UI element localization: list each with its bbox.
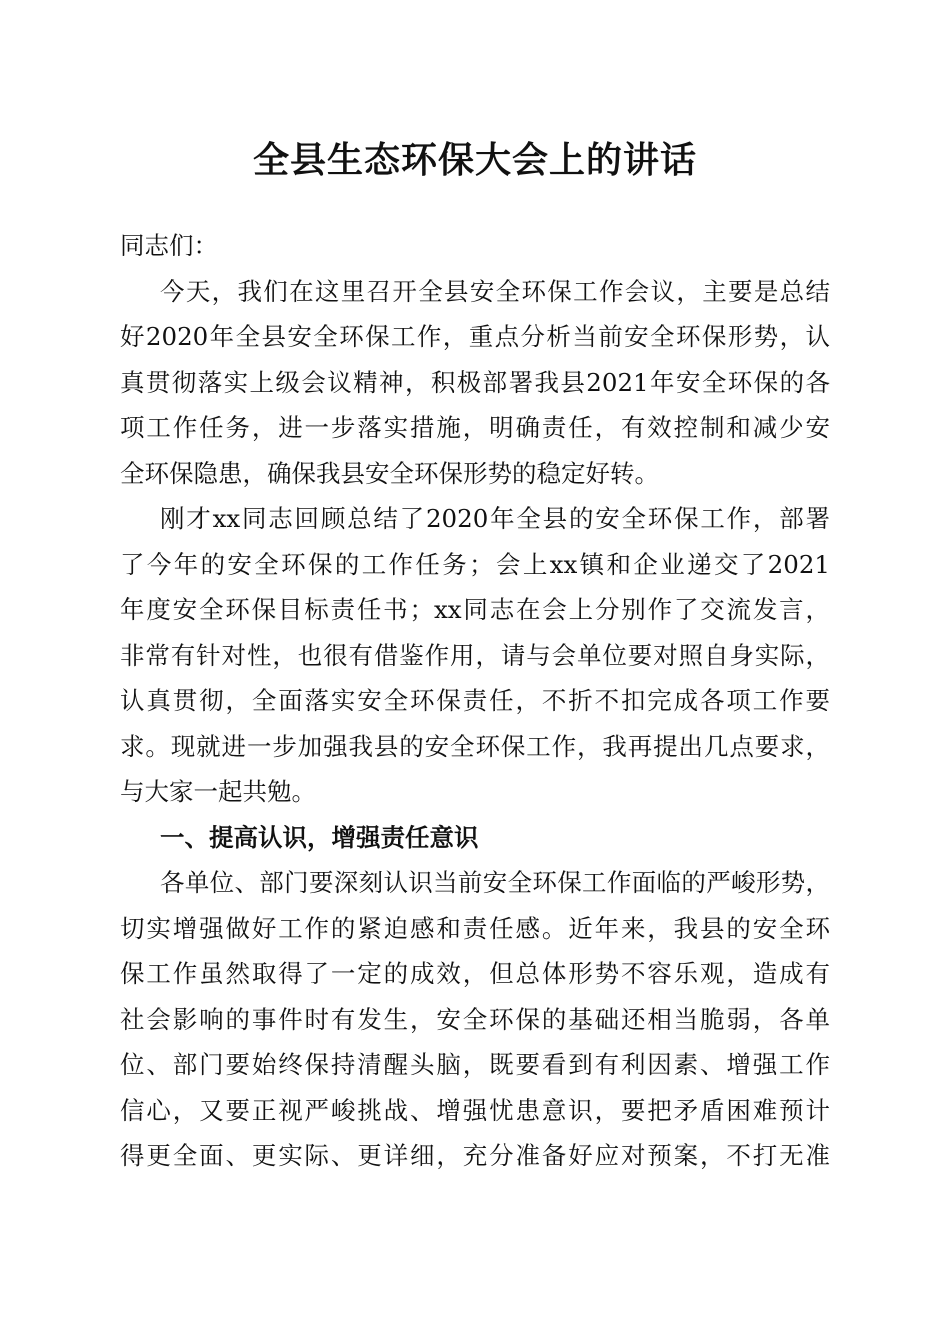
paragraph-1 [120,269,830,497]
paragraph-line: 与大家一起共勉。 [120,777,316,806]
paragraph-line: 保工作虽然取得了一定的成效，但总体形势不容乐观，造成有 [120,959,830,988]
paragraph-line: 了今年的安全环保的工作任务；会上xx镇和企业递交了2021 [120,549,830,579]
document-page [120,135,830,1179]
paragraph-line: 位、部门要始终保持清醒头脑，既要看到有利因素、增强工作 [120,1050,830,1079]
paragraph-3 [120,860,830,1179]
section-heading: 一、提高认识，增强责任意识 [160,822,479,852]
paragraph-line: 项工作任务，进一步落实措施，明确责任，有效控制和减少安 [120,413,830,442]
paragraph-line: 非常有针对性，也很有借鉴作用，请与会单位要对照自身实际， [120,640,830,670]
paragraph-line: 好2020年全县安全环保工作，重点分析当前安全环保形势，认 [120,322,830,351]
paragraph-line: 全环保隐患，确保我县安全环保形势的稳定好转。 [120,458,659,488]
paragraph-line: 刚才xx同志回顾总结了2020年全县的安全环保工作，部署 [160,504,830,533]
paragraph-line: 今天，我们在这里召开全县安全环保工作会议，主要是总结 [160,276,830,306]
salutation: 同志们： [120,231,218,260]
paragraph-line: 求。现就进一步加强我县的安全环保工作，我再提出几点要求， [120,731,830,761]
paragraph-line: 社会影响的事件时有发生，安全环保的基础还相当脆弱，各单 [120,1004,830,1034]
paragraph-2 [120,496,830,815]
paragraph-line: 得更全面、更实际、更详细，充分准备好应对预案，不打无准 [120,1141,830,1170]
document-title: 全县生态环保大会上的讲话 [252,139,697,181]
paragraph-line: 各单位、部门要深刻认识当前安全环保工作面临的严峻形势， [160,868,830,897]
paragraph-line: 真贯彻落实上级会议精神，积极部署我县2021年安全环保的各 [120,367,830,397]
paragraph-line: 切实增强做好工作的紧迫感和责任感。近年来，我县的安全环 [120,913,830,943]
paragraph-line: 年度安全环保目标责任书；xx同志在会上分别作了交流发言， [120,595,830,624]
paragraph-line: 认真贯彻，全面落实安全环保责任，不折不扣完成各项工作要 [120,686,830,715]
paragraph-line: 信心，又要正视严峻挑战、增强忧患意识，要把矛盾困难预计 [120,1095,830,1125]
